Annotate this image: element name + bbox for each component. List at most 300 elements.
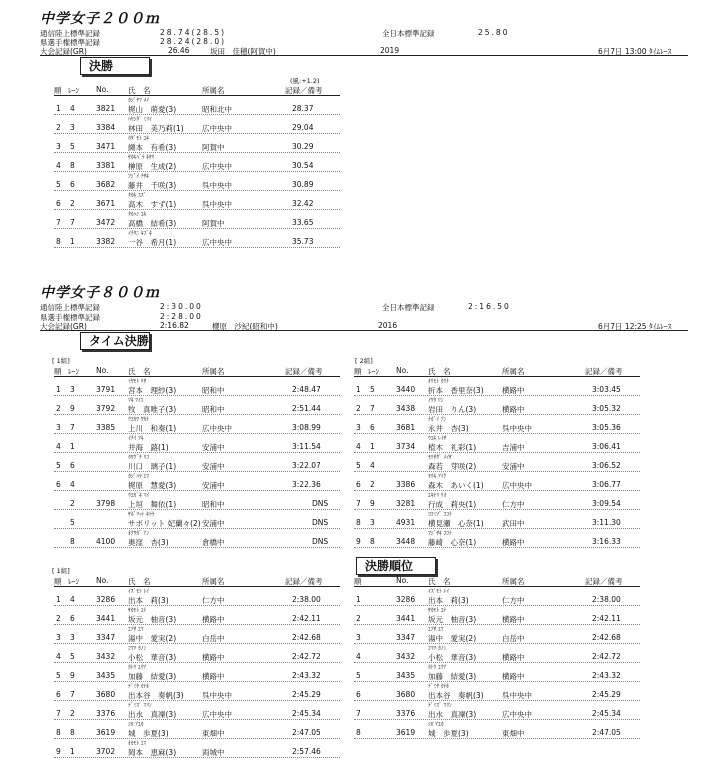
event-datetime: 6月7日 13:00 ﾀｲﾑﾚｰｽ — [598, 47, 672, 56]
lane-cell: 3 — [70, 633, 75, 642]
bib-number: 3281 — [396, 499, 416, 508]
athlete-name: 高橋 結希(3) — [128, 219, 177, 228]
section-label: 決勝 — [80, 57, 150, 75]
record-cell: 33.65 — [292, 218, 314, 227]
lane-cell: 4 — [70, 480, 75, 489]
record-cell: 2:45.34 — [292, 709, 321, 718]
athlete-name: 宮本 理紗(3) — [128, 386, 177, 395]
wind-reading: (風:+1.2) — [290, 77, 320, 85]
rank-cell: 8 — [56, 237, 61, 246]
std1-label: 通信陸上標準記録 — [40, 303, 100, 312]
record-cell: 30.89 — [292, 180, 314, 189]
lane-cell: 1 — [70, 237, 75, 246]
bib-number: 3440 — [396, 385, 416, 394]
athlete-name: 出水 真凜(3) — [128, 710, 177, 719]
athlete-name: 加藤 結愛(3) — [128, 672, 177, 681]
rank-cell: 6 — [356, 690, 361, 699]
rank-cell: 6 — [356, 480, 361, 489]
col-rank: 順 — [54, 577, 62, 586]
rank-cell: 9 — [356, 537, 361, 546]
bib-number: 3382 — [96, 237, 116, 246]
table-row — [354, 682, 640, 701]
bib-number: 3376 — [96, 709, 116, 718]
lane-cell: 5 — [70, 142, 75, 151]
table-row — [54, 434, 340, 453]
record-holder: 坂田 佳穂(阿賀中) — [210, 47, 276, 56]
bib-number: 3448 — [396, 537, 416, 546]
lane-cell: 6 — [370, 423, 375, 432]
record-cell: 3:16.33 — [592, 537, 621, 546]
bib-number: 4100 — [96, 537, 116, 546]
col-team: 所属名 — [202, 86, 225, 95]
team-name: 白岳中 — [502, 634, 525, 643]
col-team: 所属名 — [202, 367, 225, 376]
bib-number: 3681 — [396, 423, 416, 432]
athlete-name: 榊原 生成(2) — [128, 162, 177, 171]
team-name: 安浦中 — [502, 462, 525, 471]
rank-cell: 5 — [356, 671, 361, 680]
athlete-kana: ｳｴｷ ﾚｲｻ — [428, 436, 447, 442]
lane-cell: 8 — [370, 537, 375, 546]
team-name: 横路中 — [502, 653, 525, 662]
std3-label: 全日本標準記録 — [382, 29, 435, 38]
athlete-kana: ﾏｷ ﾏｲｺ — [128, 398, 144, 404]
record-cell: 3:11.30 — [592, 518, 621, 527]
lane-cell: 9 — [370, 499, 375, 508]
lane-cell: 6 — [70, 461, 75, 470]
athlete-name: 小松 華音(3) — [428, 653, 477, 662]
col-rank: 順 — [354, 577, 362, 586]
table-row — [54, 587, 340, 606]
rank-cell: 4 — [56, 161, 61, 170]
team-name: 広中央中 — [202, 162, 232, 171]
table-row — [354, 396, 640, 415]
team-name: 安浦中 — [202, 462, 225, 471]
record-cell: 35.73 — [292, 237, 314, 246]
rank-cell: 4 — [356, 442, 361, 451]
rank-cell: 6 — [56, 480, 61, 489]
rank-cell: 1 — [56, 595, 61, 604]
athlete-kana: ｶﾄｳ ﾕｳｱ — [128, 665, 147, 671]
record-cell: 3:22.36 — [292, 480, 321, 489]
lane-cell: 5 — [70, 652, 75, 661]
athlete-name: サボリット 妃蘭々(2) — [128, 519, 201, 528]
team-name: 横路中 — [502, 672, 525, 681]
col-team: 所属名 — [502, 577, 525, 586]
lane-cell: 3 — [70, 123, 75, 132]
record-cell: 2:45.29 — [592, 690, 621, 699]
record-cell: 3:11.54 — [292, 442, 321, 451]
table-row — [54, 682, 340, 701]
std3-value: 2:16.50 — [468, 302, 511, 311]
athlete-kana: ｲﾁﾀﾆ ｷﾌﾞｷ — [128, 231, 152, 237]
lane-cell: 7 — [70, 218, 75, 227]
athlete-name: 坂元 柚音(3) — [428, 615, 477, 624]
col-lane: ﾚｰﾝ — [68, 86, 80, 95]
rank-cell: 5 — [356, 461, 361, 470]
event-title-800m: 中学女子８００ｍ — [40, 285, 160, 301]
table-row — [354, 510, 640, 529]
bib-number: 3386 — [396, 480, 416, 489]
athlete-kana: ｼﾛ ｱﾕｶ — [428, 722, 444, 728]
athlete-kana: ｲｽﾞﾓﾄ ﾚｲ — [428, 589, 449, 595]
table-row — [54, 663, 340, 682]
lane-cell: 7 — [70, 690, 75, 699]
athlete-kana: ｺﾏﾂ ｶﾉﾝ — [128, 646, 147, 652]
lane-cell: 4 — [70, 595, 75, 604]
col-team: 所属名 — [502, 367, 525, 376]
table-row — [54, 453, 340, 472]
bib-number: 3381 — [96, 161, 116, 170]
bib-number: 3435 — [396, 671, 416, 680]
bib-number: 3441 — [96, 614, 116, 623]
bib-number: 3432 — [396, 652, 416, 661]
athlete-kana: ｶﾜｸﾞﾁ ﾘｺ — [128, 455, 149, 461]
record-cell: 2:43.32 — [592, 671, 621, 680]
team-name: 昭和中 — [202, 386, 225, 395]
col-lane: ﾚｰﾝ — [68, 367, 80, 376]
team-name: 阿賀中 — [202, 219, 225, 228]
std2-label: 県選手権標準記録 — [40, 38, 100, 47]
record-cell: 2:42.72 — [292, 652, 321, 661]
lane-cell: 7 — [370, 404, 375, 413]
record-label: 大会記録(GR) — [40, 47, 87, 56]
bib-number: 3471 — [96, 142, 116, 151]
athlete-kana: ﾅｶﾞｲ ｱﾝ — [428, 417, 447, 423]
rank-cell: 7 — [356, 499, 361, 508]
rank-cell: 8 — [356, 728, 361, 737]
col-name: 氏 名 — [428, 577, 451, 586]
table-row — [54, 529, 340, 548]
bib-number: 3798 — [96, 499, 116, 508]
team-name: 東畑中 — [202, 729, 225, 738]
team-name: 東畑中 — [502, 729, 525, 738]
std2-label: 県選手権標準記録 — [40, 313, 100, 322]
record-cell: DNS — [312, 518, 329, 527]
bib-number: 3432 — [96, 652, 116, 661]
record-cell: 2:45.29 — [292, 690, 321, 699]
athlete-name: 城 歩夏(3) — [128, 729, 169, 738]
lane-cell: 1 — [70, 442, 75, 451]
athlete-name: 植木 礼彩(1) — [428, 443, 477, 452]
record-cell: 3:09.54 — [592, 499, 621, 508]
col-no: No. — [396, 366, 409, 375]
record-cell: 2:48.47 — [292, 385, 321, 394]
athlete-kana: ｳｴｶﾜ ﾜｶﾅ — [128, 417, 149, 423]
team-name: 呉中央中 — [502, 691, 532, 700]
athlete-kana: ﾃﾞﾐｽﾞ ﾏﾘﾝ — [428, 703, 452, 709]
table-row — [54, 739, 340, 758]
team-name: 呉中央中 — [202, 200, 232, 209]
athlete-kana: ﾀｶｷ ｽｽﾞ — [128, 193, 147, 199]
table-row — [354, 644, 640, 663]
rank-cell: 2 — [56, 614, 61, 623]
table-row — [354, 453, 640, 472]
rank-cell: 2 — [56, 123, 61, 132]
record-cell: 2:43.32 — [292, 671, 321, 680]
heat2-label: [ 2組] — [355, 357, 373, 365]
col-no: No. — [96, 576, 109, 585]
rank-cell: 7 — [56, 709, 61, 718]
table-row — [354, 720, 640, 739]
team-name: 広中央中 — [502, 481, 532, 490]
std2-value: 2:28.00 — [160, 312, 203, 321]
col-team: 所属名 — [202, 577, 225, 586]
team-name: 安浦中 — [202, 481, 225, 490]
col-lane: ﾚｰﾝ — [68, 577, 80, 586]
lane-cell: 2 — [70, 709, 75, 718]
athlete-name: 加藤 結愛(3) — [428, 672, 477, 681]
athlete-name: 出本谷 奏帆(3) — [128, 691, 184, 700]
team-name: 安浦中 — [202, 519, 225, 528]
record-cell: 28.37 — [292, 104, 314, 113]
record-cell: 3:06.52 — [592, 461, 621, 470]
std1-value: 28.74(28.5) — [160, 28, 227, 37]
col-record: 記録／備考 — [285, 367, 323, 376]
col-no: No. — [96, 366, 109, 375]
athlete-name: 藤井 千咲(3) — [128, 181, 177, 190]
rank-cell: 2 — [356, 404, 361, 413]
record-cell: 30.54 — [292, 161, 314, 170]
rank-cell: 4 — [56, 442, 61, 451]
athlete-kana: ｵｸﾜｶﾞ ｱﾝ — [128, 531, 149, 537]
rank-cell: 8 — [356, 518, 361, 527]
athlete-name: 出水 真凜(3) — [428, 710, 477, 719]
team-name: 横路中 — [202, 615, 225, 624]
lane-cell: 1 — [70, 747, 75, 756]
table-row — [354, 663, 640, 682]
team-name: 横路中 — [202, 653, 225, 662]
table-row — [354, 377, 640, 396]
record-cell: 2:42.11 — [592, 614, 621, 623]
table-row — [54, 229, 340, 248]
table-row — [354, 415, 640, 434]
team-name: 両城中 — [202, 748, 225, 757]
athlete-kana: ﾌｼﾞｻｷ ｺｺﾅ — [428, 531, 452, 537]
team-name: 武田中 — [502, 519, 525, 528]
col-record: 記録／備考 — [585, 577, 623, 586]
bib-number: 3671 — [96, 199, 116, 208]
team-name: 広中央中 — [502, 710, 532, 719]
col-no: No. — [96, 85, 109, 94]
bib-number: 3680 — [396, 690, 416, 699]
bib-number: 3472 — [96, 218, 116, 227]
athlete-name: 林田 美乃莉(1) — [128, 124, 184, 133]
table-row — [54, 491, 340, 510]
std3-value: 25.80 — [478, 28, 510, 37]
athlete-name: 一谷 希月(1) — [128, 238, 177, 247]
athlete-name: 折本 香里奈(3) — [428, 386, 484, 395]
record-cell: 2:57.46 — [292, 747, 321, 756]
std1-label: 通信陸上標準記録 — [40, 29, 100, 38]
team-name: 広中央中 — [202, 124, 232, 133]
athlete-kana: ｻｶﾓﾄ ﾕﾅ — [428, 608, 447, 614]
team-name: 仁方中 — [202, 596, 225, 605]
athlete-kana: ｶｼﾞﾊﾗ ｴﾏ — [128, 474, 149, 480]
athlete-kana: ﾃﾞﾐﾔ ｶﾅﾎ — [428, 684, 449, 690]
team-name: 呉中央中 — [202, 181, 232, 190]
bib-number: 3441 — [396, 614, 416, 623]
lane-cell: 3 — [70, 385, 75, 394]
record-cell: 2:42.68 — [292, 633, 321, 642]
table-row — [54, 625, 340, 644]
table-row — [54, 377, 340, 396]
lane-cell: 6 — [70, 180, 75, 189]
athlete-kana: ﾃﾞﾐﾔ ｶﾅﾎ — [128, 684, 149, 690]
athlete-kana: ﾌｼﾞｲ ﾁｻｷ — [128, 174, 149, 180]
athlete-name: 纐本 有希(3) — [128, 143, 177, 152]
lane-cell: 5 — [370, 385, 375, 394]
rank-cell: 5 — [56, 180, 61, 189]
table-row — [54, 720, 340, 739]
rank-cell: 8 — [56, 728, 61, 737]
athlete-name: 川口 璃子(1) — [128, 462, 177, 471]
rank-cell: 4 — [356, 652, 361, 661]
athlete-kana: ｻﾎﾞﾘｯﾄ ｷﾗﾗ — [128, 512, 155, 518]
athlete-kana: ｳｴｶﾞｷ ﾏｲ — [128, 493, 149, 499]
table-row — [54, 134, 340, 153]
athlete-kana: ﾕｱｻ ｴﾏ — [128, 627, 144, 633]
record-cell: 3:05.36 — [592, 423, 621, 432]
col-rank: 順 — [354, 367, 362, 376]
bib-number: 3682 — [96, 180, 116, 189]
table-row — [354, 587, 640, 606]
athlete-name: 高木 すず(1) — [128, 200, 177, 209]
athlete-name: 岩田 りん(3) — [428, 405, 477, 414]
athlete-name: 牧 真唯子(3) — [128, 405, 177, 414]
rank-cell: 1 — [56, 385, 61, 394]
record-cell: 2:47.05 — [592, 728, 621, 737]
record-cell: 2:42.68 — [592, 633, 621, 642]
team-name: 阿賀中 — [202, 143, 225, 152]
athlete-name: 湯中 愛実(2) — [128, 634, 177, 643]
table-row — [54, 510, 340, 529]
athlete-kana: ｲﾁｲ ﾌｷ — [128, 436, 144, 442]
record-cell: 2:45.34 — [592, 709, 621, 718]
table-row — [54, 606, 340, 625]
record-cell: 2:51.44 — [292, 404, 321, 413]
rank-cell: 3 — [356, 423, 361, 432]
athlete-name: 井海 蕗(1) — [128, 443, 169, 452]
athlete-kana: ﾐﾔﾓﾄ ﾘｻ — [128, 379, 147, 385]
athlete-kana: ｺﾏﾂ ｶﾉﾝ — [428, 646, 447, 652]
athlete-kana: ｻｶｷﾊﾞﾗ ｷｻﾘ — [128, 155, 155, 161]
bib-number: 3791 — [96, 385, 116, 394]
bib-number: 3384 — [96, 123, 116, 132]
record-label: 大会記録(GR) — [40, 322, 87, 331]
record-year: 2016 — [378, 321, 398, 330]
athlete-kana: ｲﾜﾀ ﾘﾝ — [428, 398, 444, 404]
rank-cell: 6 — [56, 199, 61, 208]
lane-cell: 4 — [370, 461, 375, 470]
lane-cell: 9 — [70, 671, 75, 680]
rank-cell: 1 — [356, 595, 361, 604]
record-value: 26.46 — [168, 46, 190, 55]
team-name: 横路中 — [502, 538, 525, 547]
athlete-kana: ｶｼﾞﾔﾏ ﾒｲ — [128, 98, 149, 104]
athlete-kana: ｶﾀﾞﾓﾄ ﾕｷ — [128, 136, 149, 142]
record-cell: 3:22.07 — [292, 461, 321, 470]
athlete-name: 横見瀬 心奈(1) — [428, 519, 484, 528]
athlete-kana: ﾓﾘｷ ｱｲｸ — [428, 474, 447, 480]
col-lane: ﾚｰﾝ — [368, 367, 380, 376]
col-rank: 順 — [54, 86, 62, 95]
table-header — [340, 366, 640, 376]
lane-cell: 9 — [70, 404, 75, 413]
rank-cell: 2 — [56, 404, 61, 413]
rank-cell: 3 — [356, 633, 361, 642]
bib-number: 3435 — [96, 671, 116, 680]
table-row — [354, 606, 640, 625]
col-no: No. — [396, 576, 409, 585]
record-cell: 3:05.32 — [592, 404, 621, 413]
col-rank: 順 — [54, 367, 62, 376]
record-cell: DNS — [312, 537, 329, 546]
lane-cell: 2 — [70, 199, 75, 208]
athlete-name: 上川 和奏(1) — [128, 424, 177, 433]
bib-number: 3680 — [96, 690, 116, 699]
col-name: 氏 名 — [128, 367, 151, 376]
team-name: 昭和中 — [202, 500, 225, 509]
table-row — [354, 529, 640, 548]
std3-label: 全日本標準記録 — [382, 303, 435, 312]
lane-cell: 6 — [70, 614, 75, 623]
event-title-200m: 中学女子２００ｍ — [40, 11, 160, 27]
rank-cell: 3 — [56, 633, 61, 642]
lane-cell: 3 — [370, 518, 375, 527]
table-row — [54, 172, 340, 191]
lane-cell: 4 — [70, 104, 75, 113]
bib-number: 3619 — [96, 728, 116, 737]
athlete-kana: ﾕｱｻ ｴﾏ — [428, 627, 444, 633]
table-row — [354, 472, 640, 491]
team-name: 広中央中 — [202, 424, 232, 433]
rank-cell: 5 — [56, 671, 61, 680]
final-section-label: 決勝順位 — [356, 557, 436, 575]
bib-number: 3286 — [396, 595, 416, 604]
record-cell: 32.42 — [292, 199, 314, 208]
table-row — [354, 701, 640, 720]
rank-cell: 3 — [56, 423, 61, 432]
bib-number: 4931 — [396, 518, 416, 527]
table-row — [54, 415, 340, 434]
athlete-kana: ﾖｺﾐｿﾞ ｺｺﾅ — [428, 512, 452, 518]
rank-cell: 1 — [56, 104, 61, 113]
bib-number: 3821 — [96, 104, 116, 113]
athlete-name: 湯中 愛実(2) — [428, 634, 477, 643]
athlete-kana: ｵｶﾓﾄ ｴﾏ — [128, 741, 147, 747]
record-cell: 2:38.00 — [292, 595, 321, 604]
team-name: 昭和北中 — [202, 105, 232, 114]
team-name: 横路中 — [502, 386, 525, 395]
bib-number: 3286 — [96, 595, 116, 604]
athlete-name: 小松 華音(3) — [128, 653, 177, 662]
athlete-name: 森若 芽咲(2) — [428, 462, 477, 471]
athlete-kana: ﾊﾔｼﾀﾞ ﾐﾘｲ — [128, 117, 152, 123]
record-value: 2:16.82 — [160, 321, 189, 330]
table-row — [54, 701, 340, 720]
table-header — [340, 576, 640, 586]
rank-cell: 3 — [56, 142, 61, 151]
lane-cell: 5 — [70, 518, 75, 527]
bib-number: 3734 — [396, 442, 416, 451]
table-header — [40, 576, 340, 586]
record-cell: 3:08.99 — [292, 423, 321, 432]
rank-cell: 4 — [56, 652, 61, 661]
rank-cell: 6 — [56, 690, 61, 699]
table-row — [54, 472, 340, 491]
bib-number: 3385 — [96, 423, 116, 432]
